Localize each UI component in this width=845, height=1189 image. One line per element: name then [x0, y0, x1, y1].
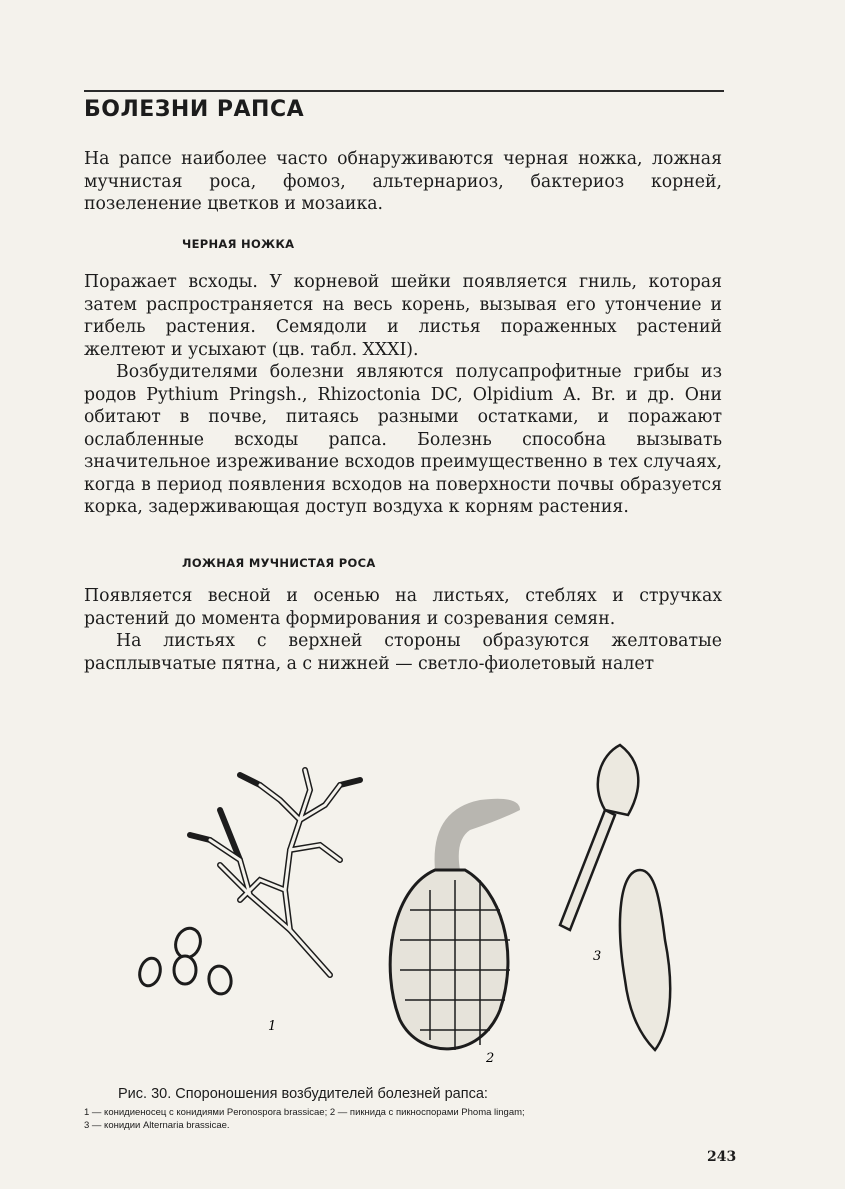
black-leg-paragraph-2: Возбудителями болезни являются полусапрофитные грибы из родов Pythium Pringsh., Rhizoctonia DC, Olpidium A. Br. и др. Они обитают в почве, питаясь разными остатками, и поражают ослабленные всходы рапса. Болезнь способна вызывать значительное изреживание всходов преимущественно в тех случаях, когда в период появления всходов на поверхности почвы образуется корка, задерживающая доступ воздуха к корням растения. — [84, 362, 722, 517]
spore-illustration — [100, 740, 740, 1080]
conidiophore-inner — [210, 770, 340, 975]
figure-note-line-1: 1 — конидиеносец с конидиями Peronospora brassicae; 2 — пикнида с пикноспорами Phoma lingam; — [84, 1107, 525, 1118]
figure-note-line-2: 3 — конидии Alternaria brassicae. — [84, 1120, 230, 1131]
chapter-title: БОЛЕЗНИ РАПСА — [84, 97, 305, 122]
black-leg-paragraph-1: Поражает всходы. У корневой шейки появляется гниль, которая затем распространяется на весь корень, вызывая его утончение и гибель растения. Семядоли и листья пораженных растений желтеют и усыхают (цв. табл. XXXI). — [84, 272, 722, 360]
downy-mildew-paragraph-2: На листьях с верхней стороны образуются желтоватые расплывчатые пятна, а с нижней — светло-фиолетовый налет — [84, 631, 722, 674]
conidia — [137, 925, 234, 996]
figure-label-3: 3 — [593, 949, 602, 964]
figure-caption: Рис. 30. Спороношения возбудителей болезней рапса: — [118, 1086, 488, 1102]
figure-label-2: 2 — [486, 1051, 495, 1066]
section-heading-black-leg: ЧЕРНАЯ НОЖКА — [182, 237, 295, 251]
page-number: 243 — [707, 1149, 737, 1165]
top-rule — [84, 90, 724, 92]
intro-paragraph: На рапсе наиболее часто обнаруживаются черная ножка, ложная мучнистая роса, фомоз, альтернариоз, бактериоз корней, позеленение цветков и мозаика. — [84, 149, 722, 214]
section-heading-downy-mildew: ЛОЖНАЯ МУЧНИСТАЯ РОСА — [182, 556, 376, 570]
figure-label-1: 1 — [268, 1019, 277, 1034]
downy-mildew-paragraph-1: Появляется весной и осенью на листьях, стеблях и стручках растений до момента формирования и созревания семян. — [84, 586, 722, 629]
alternaria-drawing — [560, 745, 670, 1050]
conidiophore-drawing — [190, 770, 360, 975]
pycnidium-drawing — [390, 799, 520, 1050]
